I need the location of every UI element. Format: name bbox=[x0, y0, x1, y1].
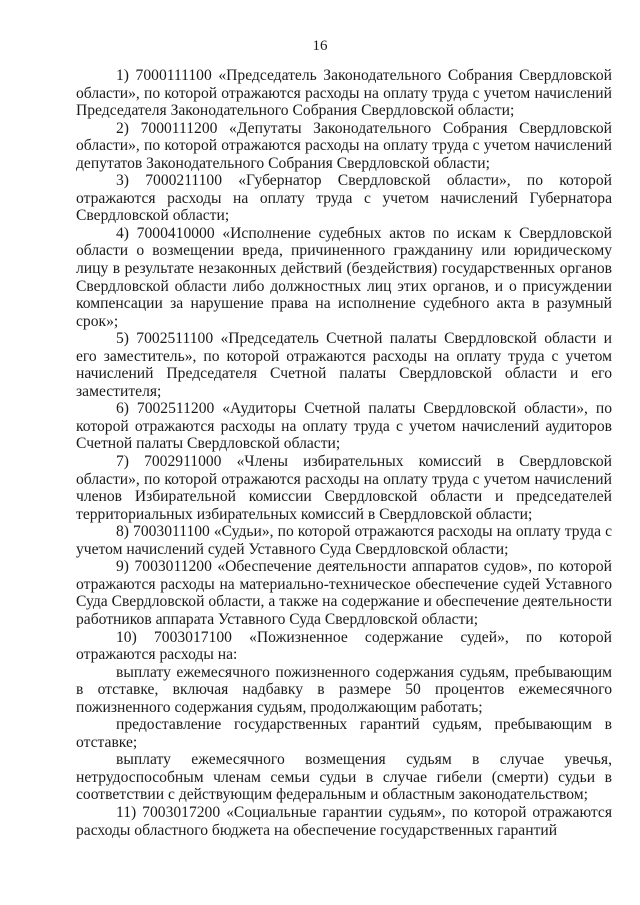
paragraph: выплату ежемесячного пожизненного содержания судьям, пребывающим в отставке, включая надбавку в размере 50 процентов ежемесячного пожизненного содержания судьям, продолжающим работать; bbox=[76, 663, 612, 716]
paragraph: 9) 7003011200 «Обеспечение деятельности аппаратов судов», по которой отражаются расходы на материально-техническое обеспечение судей Уставного Суда Свердловской области, а также на содержание и обеспечение деятельности работников аппарата Уставного Суда Свердловской области; bbox=[76, 558, 612, 628]
paragraph: 4) 7000410000 «Исполнение судебных актов по искам к Свердловской области о возмещении вреда, причиненного гражданину или юридическому лицу в результате незаконных действий (бездействия) государственных органов Свердловской области либо должностных лиц этих органов, и о присуждении компенсации за нарушение права на исполнение судебного акта в разумный срок»; bbox=[76, 224, 612, 330]
paragraph: выплату ежемесячного возмещения судьям в случае увечья, нетрудоспособным членам семьи судьи в случае гибели (смерти) судьи в соответствии с действующим федеральным и областным законодательством; bbox=[76, 751, 612, 804]
paragraph: 10) 7003017100 «Пожизненное содержание судей», по которой отражаются расходы на: bbox=[76, 628, 612, 664]
paragraph: 2) 7000111200 «Депутаты Законодательного Собрания Свердловской области», по которой отражаются расходы на оплату труда с учетом начислений депутатов Законодательного Собрания Свердловской области; bbox=[76, 119, 612, 172]
paragraph: 1) 7000111100 «Председатель Законодательного Собрания Свердловской области», по которой отражаются расходы на оплату труда с учетом начислений Председателя Законодательного Собрания Свердловской области; bbox=[76, 67, 612, 120]
paragraph: 11) 7003017200 «Социальные гарантии судьям», по которой отражаются расходы областного бюджета на обеспечение государственных гарантий bbox=[76, 803, 612, 839]
paragraph: 3) 7000211100 «Губернатор Свердловской области», по которой отражаются расходы на оплату труда с учетом начислений Губернатора Свердловской области; bbox=[76, 172, 612, 225]
paragraph: 5) 7002511100 «Председатель Счетной палаты Свердловской области и его заместитель», по которой отражаются расходы на оплату труда с учетом начислений Председателя Счетной палаты Свердловской области и его заместителя; bbox=[76, 330, 612, 400]
paragraph: 7) 7002911000 «Члены избирательных комиссий в Свердловской области», по которой отражаются расходы на оплату труда с учетом начислений членов Избирательной комиссии Свердловской области и председателей территориальных избирательных комиссий в Свердловской области; bbox=[76, 453, 612, 523]
paragraph: 6) 7002511200 «Аудиторы Счетной палаты Свердловской области», по которой отражаются расходы на оплату труда с учетом начислений аудиторов Счетной палаты Свердловской области; bbox=[76, 400, 612, 453]
document-body bbox=[76, 67, 612, 839]
paragraph: 8) 7003011100 «Судьи», по которой отражаются расходы на оплату труда с учетом начислений судей Уставного Суда Свердловской области; bbox=[76, 523, 612, 558]
paragraph: предоставление государственных гарантий судьям, пребывающим в отставке; bbox=[76, 716, 612, 751]
page-number: 16 bbox=[312, 38, 328, 54]
